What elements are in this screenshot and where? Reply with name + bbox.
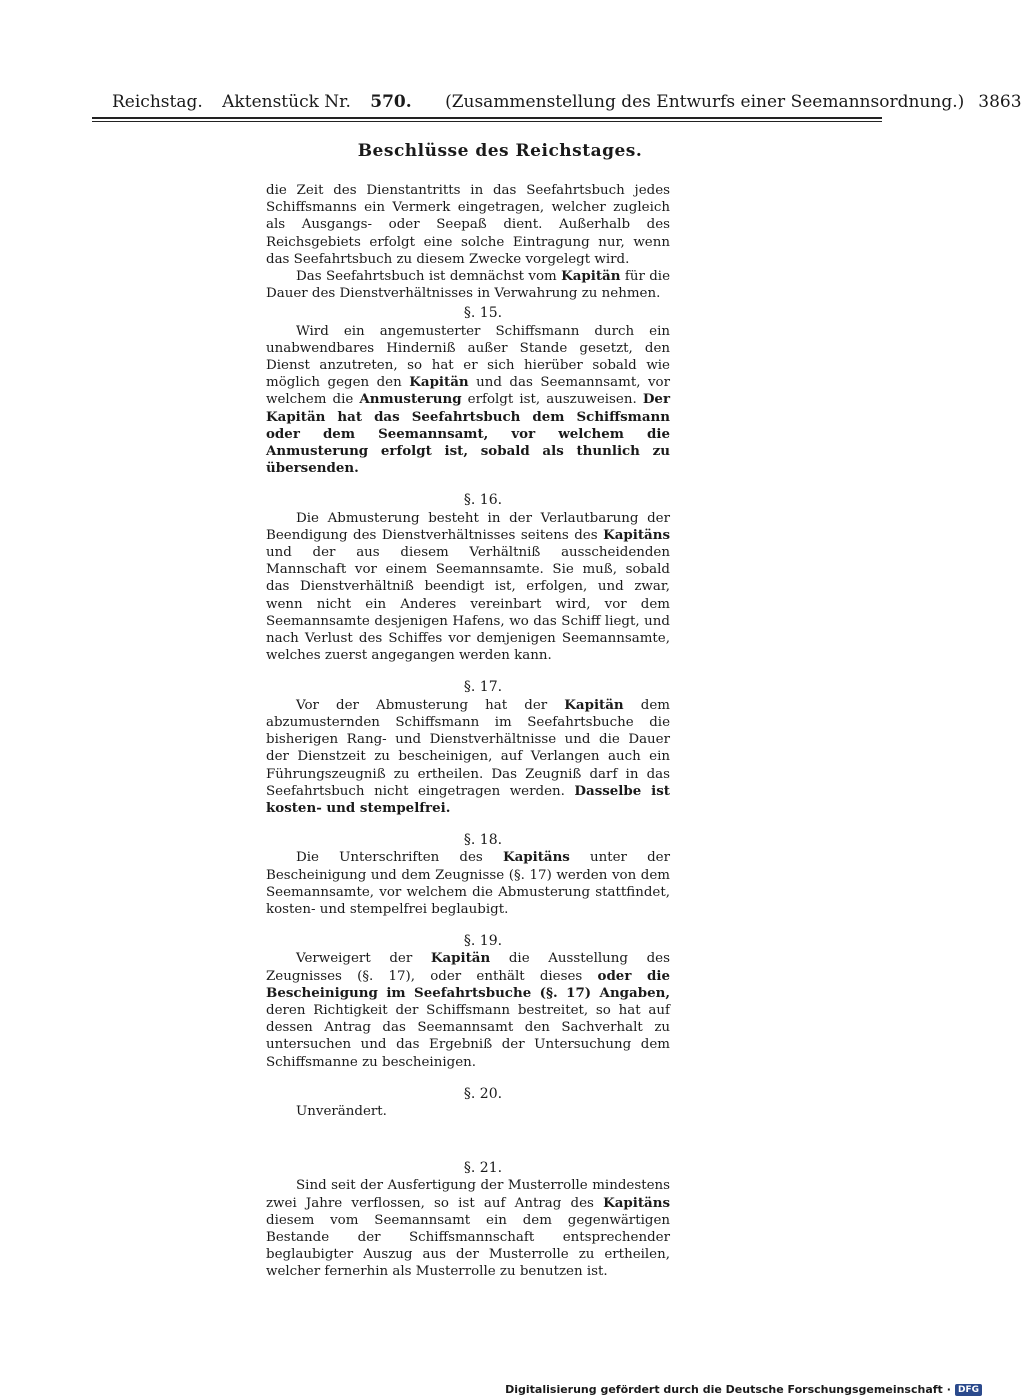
section-heading-21: §. 21.	[463, 1160, 503, 1177]
section-heading-20: §. 20.	[463, 1085, 503, 1102]
text-column	[266, 182, 670, 1281]
column-title: Beschlüsse des Reichstages.	[357, 141, 643, 161]
text-run: und das Seemannsamt, vor welchem die	[266, 375, 671, 408]
section-heading-18: §. 18.	[463, 832, 503, 849]
page-number: 3863	[978, 92, 1022, 112]
text-run: und der aus diesem Verhältniß ausscheidenden Mannschaft vor einem Seemannsamte. Sie muß, sobald das Dienstverhältniß beendigt ist, erfolgen, und zwar, wenn nicht ein Anderes vereinbart wird, vor dem Seemannsamte desjenigen Hafens, wo das Schiff liegt, und nach Verlust des Schiffes vor demjenigen Seemannsamte, welches zuerst angegangen werden kann.	[266, 545, 670, 664]
bold-term: Kapitän	[430, 950, 491, 967]
text-run: Vor der Abmusterung hat der	[296, 697, 548, 713]
text-run: die Ausstellung des Zeugnisses (§. 17), oder enthält dieses	[266, 951, 670, 984]
section-21-paragraph	[266, 1177, 670, 1280]
bold-term: Kapitäns	[502, 849, 570, 866]
bold-term: Anmusterung	[359, 391, 462, 408]
header-rule-thin	[92, 121, 882, 122]
text-run: Die Unterschriften des	[296, 850, 483, 866]
text-run: Das Seefahrtsbuch ist demnächst vom	[296, 269, 557, 285]
section-heading-15: §. 15.	[463, 305, 503, 322]
digitization-credit	[505, 1383, 982, 1396]
section-20-paragraph: Unverändert.	[296, 1103, 387, 1119]
section-heading-19: §. 19.	[463, 933, 503, 950]
header-doc-prefix: Aktenstück Nr.	[222, 92, 351, 112]
text-run: deren Richtigkeit der Schiffsmann bestreitet, so hat auf dessen Antrag das Seemannsamt den Sachverhalt zu untersuchen und das Ergebniß der Untersuchung dem Schiffsmanne zu bescheinigen.	[266, 1002, 670, 1070]
credit-text: Digitalisierung gefördert durch die Deutsche Forschungsgemeinschaft	[505, 1383, 943, 1396]
bold-term: Kapitän	[564, 696, 624, 713]
bold-amendment: Der Kapitän hat das Seefahrtsbuch dem Schiffsmann oder dem Seemannsamt, vor welchem die Anmusterung erfolgt ist, sobald als thunlich zu übersenden.	[266, 391, 670, 477]
dfg-logo-icon: DFG	[955, 1384, 982, 1396]
section-heading-17: §. 17.	[463, 679, 503, 696]
header-parliament: Reichstag.	[112, 92, 203, 112]
text-run: unter der Bescheinigung und dem Zeugnisse (§. 17) werden von dem Seemannsamte, vor welchem die Abmusterung stattfindet, kosten- und stempelfrei beglaubigt.	[266, 850, 670, 917]
header-document	[222, 92, 426, 112]
text-run: Sind seit der Ausfertigung der Musterrolle mindestens zwei Jahre verflossen, so ist auf Antrag des	[266, 1178, 670, 1211]
section-18-paragraph	[266, 849, 670, 918]
bold-amendment: oder die Bescheinigung im Seefahrtsbuche (§. 17) Angaben,	[266, 967, 670, 1001]
header-left	[112, 92, 978, 112]
header-doc-number: 570.	[370, 92, 412, 112]
text-run: Die Abmusterung besteht in der Verlautbarung der Beendigung des Dienstverhältnisses seitens des	[266, 510, 670, 543]
section-16-paragraph	[266, 510, 670, 665]
bold-amendment: Dasselbe ist kosten- und stempelfrei.	[266, 782, 670, 816]
section-17-paragraph	[266, 697, 670, 817]
section-15-paragraph	[266, 323, 670, 478]
section-19-paragraph	[266, 950, 670, 1070]
text-run: erfolgt ist, auszuweisen.	[467, 392, 637, 408]
header-subtitle: (Zusammenstellung des Entwurfs einer Seemannsordnung.)	[445, 92, 965, 112]
paragraph	[266, 268, 670, 302]
header-rule	[92, 117, 882, 119]
bold-term: Kapitän	[561, 268, 621, 285]
page-header	[112, 92, 1022, 112]
bold-term: Kapitäns	[603, 1194, 670, 1211]
separator-dot: ·	[946, 1383, 951, 1396]
text-run: diesem vom Seemannsamt ein dem gegenwärtigen Bestande der Schiffsmannschaft entsprechender beglaubigter Auszug aus der Musterrolle zu ertheilen, welcher fernerhin als Musterrolle zu benutzen ist.	[266, 1212, 670, 1280]
text-run: dem abzumusternden Schiffsmann im Seefahrtsbuche die bisherigen Rang- und Dienstverhältnisse und die Dauer der Dienstzeit zu bescheinigen, auf Verlangen auch ein Führungszeugniß zu ertheilen. Das Zeugniß darf in das Seefahrtsbuch nicht eingetragen werden.	[266, 697, 670, 799]
continued-paragraph: die Zeit des Dienstantritts in das Seefahrtsbuch jedes Schiffsmanns ein Vermerk eingetragen, welcher zugleich als Ausgangs- oder Seepaß dient. Außerhalb des Reichsgebiets erfolgt eine solche Eintragung nur, wenn das Seefahrtsbuch zu diesem Zwecke vorgelegt wird.	[266, 183, 670, 267]
text-run: Wird ein angemusterter Schiffsmann durch ein unabwendbares Hinderniß außer Stande gesetzt, den Dienst anzutreten, so hat er sich hierüber sobald wie möglich gegen den	[266, 323, 670, 391]
bold-term: Kapitäns	[603, 526, 670, 543]
text-run: Verweigert der	[296, 951, 413, 967]
section-heading-16: §. 16.	[463, 492, 503, 509]
text-run: für die Dauer des Dienstverhältnisses in Verwahrung zu nehmen.	[266, 269, 670, 302]
bold-term: Kapitän	[409, 374, 469, 391]
